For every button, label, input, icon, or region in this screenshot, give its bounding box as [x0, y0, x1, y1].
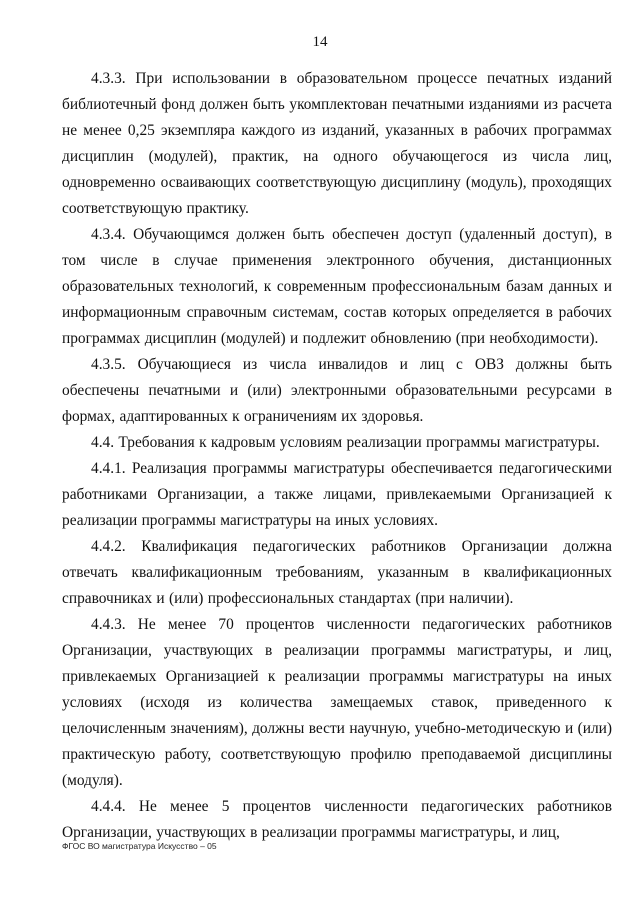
paragraph-4-4-2: 4.4.2. Квалификация педагогических работников Организации должна отвечать квалификационным требованиям, указанным в квалификационных справочниках и (или) профессиональных стандартах (при наличии). — [62, 538, 612, 607]
paragraph-4-3-3: 4.3.3. При использовании в образовательном процессе печатных изданий библиотечный фонд должен быть укомплектован печатными изданиями из расчета не менее 0,25 экземпляра каждого из изданий, указанных в рабочих программах дисциплин (модулей), практик, на одного обучающегося из числа лиц, одновременно осваивающих соответствующую дисциплину (модуль), проходящих соответствующую практику. — [62, 70, 612, 217]
document-footer: ФГОС ВО магистратура Искусство – 05 — [62, 841, 217, 851]
page-number: 14 — [312, 34, 328, 50]
paragraph-4-3-4: 4.3.4. Обучающимся должен быть обеспечен доступ (удаленный доступ), в том числе в случае применения электронного обучения, дистанционных образовательных технологий, к современным профессиональным базам данных и информационным справочным системам, состав которых определяется в рабочих программах дисциплин (модулей) и подлежит обновлению (при необходимости). — [62, 226, 612, 347]
body-text — [62, 66, 612, 846]
paragraph-4-4-3: 4.4.3. Не менее 70 процентов численности педагогических работников Организации, участвующих в реализации программы магистратуры, и лиц, привлекаемых Организацией к реализации программы магистратуры на иных условиях (исходя из количества замещаемых ставок, приведенного к целочисленным значениям), должны вести научную, учебно-методическую и (или) практическую работу, соответствующую профилю преподаваемой дисциплины (модуля). — [62, 616, 612, 789]
paragraph-4-3-5: 4.3.5. Обучающиеся из числа инвалидов и лиц с ОВЗ должны быть обеспечены печатными и (или) электронными образовательными ресурсами в формах, адаптированных к ограничениям их здоровья. — [62, 356, 612, 425]
paragraph-4-4-4: 4.4.4. Не менее 5 процентов численности педагогических работников Организации, участвующих в реализации программы магистратуры, и лиц, — [62, 798, 612, 841]
paragraph-4-4-1: 4.4.1. Реализация программы магистратуры обеспечивается педагогическими работниками Организации, а также лицами, привлекаемыми Организацией к реализации программы магистратуры на иных условиях. — [62, 460, 612, 529]
section-heading-4-4: 4.4. Требования к кадровым условиям реализации программы магистратуры. — [91, 434, 600, 451]
